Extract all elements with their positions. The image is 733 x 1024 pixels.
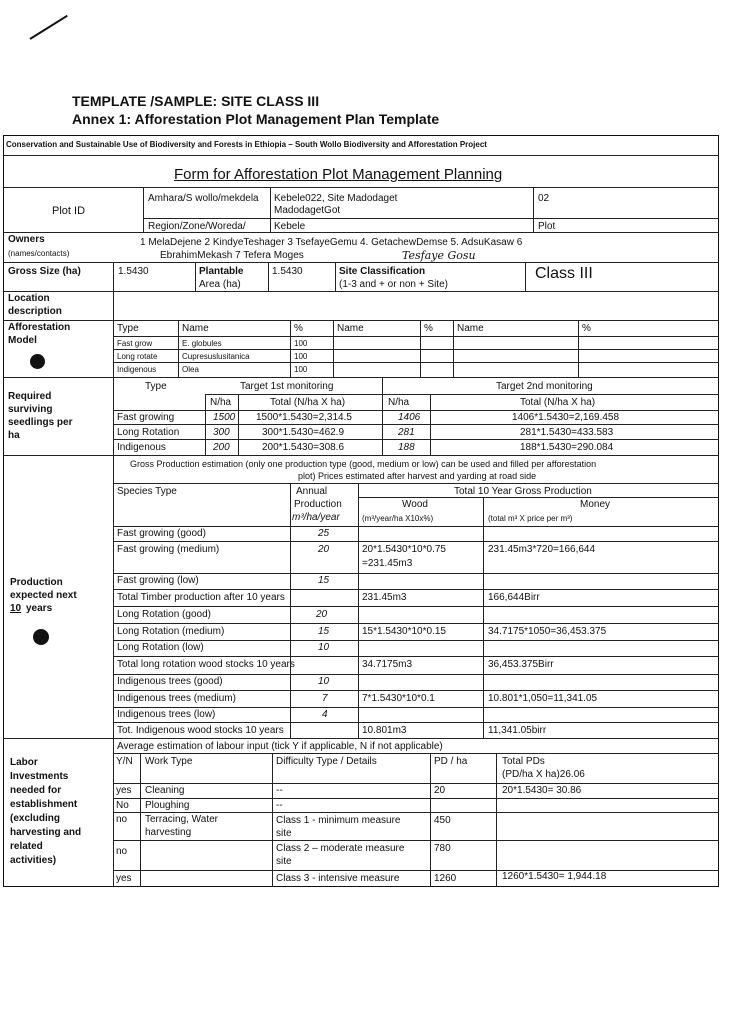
site-classification-sub: (1-3 and + or non + Site) <box>339 279 448 290</box>
plot-id-label: Plot ID <box>52 205 86 217</box>
production-row-annual: 7 <box>322 693 328 704</box>
kebele-value: Kebele022, Site Madodaget <box>274 193 398 204</box>
location-label-line2: description <box>8 306 62 317</box>
production-row-annual: 10 <box>318 676 330 687</box>
labor-label-line8: activities) <box>10 855 57 866</box>
production-row-wood-line2: =231.45m3 <box>362 558 413 569</box>
production-row-wood: 10.801m3 <box>362 725 407 736</box>
seedlings-type-header: Type <box>145 381 167 392</box>
production-note-line2: plot) Prices estimated after harvest and yarding at road side <box>298 471 537 481</box>
region-header: Region/Zone/Woreda/ <box>148 221 246 232</box>
labor-row-pd: 1260 <box>434 873 457 884</box>
seedlings-label-line3: seedlings per <box>8 417 73 428</box>
production-row-annual: 15 <box>318 626 330 637</box>
labor-label-line7: related <box>10 841 43 852</box>
production-row-annual: 20 <box>318 544 330 555</box>
production-row-wood: 15*1.5430*10*0.15 <box>362 626 446 637</box>
labor-row-work-line2: harvesting <box>145 827 192 838</box>
pd-header: PD / ha <box>434 756 468 767</box>
production-row-money: 36,453.375Birr <box>488 659 554 670</box>
production-label-line2: expected next <box>10 590 77 601</box>
model-row-type: Fast grow <box>117 339 153 348</box>
seedling-row-n2: 1406 <box>398 412 421 423</box>
production-row-name: Indigenous trees (medium) <box>117 693 236 704</box>
owners-list-line2: EbrahimMekash 7 Tefera Moges <box>160 250 304 261</box>
project-title: Conservation and Sustainable Use of Biodiversity and Forests in Ethiopia – South Wollo Biodiversity and Afforestation Project <box>6 140 487 149</box>
production-row-money: 34.7175*1050=36,453.375 <box>488 626 607 637</box>
total-pds-header: Total PDs <box>502 756 545 767</box>
seedling-row-t2: 281*1.5430=433.583 <box>520 427 614 438</box>
model-name-header: Name <box>182 323 209 334</box>
money-formula-header: (total m³ X price per m³) <box>488 514 573 523</box>
labor-row-yn: yes <box>116 785 132 796</box>
production-total-row: Total long rotation wood stocks 10 years <box>117 659 295 670</box>
total-header-1: Total (N/ha X ha) <box>270 397 346 408</box>
model-row-name: Olea <box>182 365 199 374</box>
kebele-value-line2: MadodagetGot <box>274 205 341 216</box>
production-row-money: 166,644Birr <box>488 592 540 603</box>
seedling-row-n1: 1500 <box>213 412 236 423</box>
plantable-value: 1.5430 <box>272 266 303 277</box>
work-type-header: Work Type <box>145 756 193 767</box>
production-row-wood: 34.7175m3 <box>362 659 413 670</box>
filled-bullet-mark <box>33 629 49 645</box>
production-label-years-number: 10 <box>10 603 22 614</box>
template-heading: TEMPLATE /SAMPLE: SITE CLASS III <box>72 93 320 109</box>
production-row-annual: 10 <box>318 642 330 653</box>
plantable-label-line2: Area (ha) <box>199 279 241 290</box>
production-row-wood: 20*1.5430*10*0.75 <box>362 544 446 555</box>
seedling-row-t1: 1500*1.5430=2,314.5 <box>256 412 352 423</box>
labor-row-diff: Class 1 - minimum measure <box>276 815 401 826</box>
model-row-type: Indigenous <box>117 365 157 374</box>
model-row-name: Cupresuslusitanica <box>182 352 250 361</box>
seedling-row-n2: 281 <box>398 427 415 438</box>
model-pct-header-3: % <box>582 323 591 334</box>
seedlings-label-line4: ha <box>8 430 20 441</box>
production-row-name: Fast growing (good) <box>117 528 206 539</box>
labor-row-total: 20*1.5430= 30.86 <box>502 785 582 796</box>
model-name-header-3: Name <box>457 323 484 334</box>
production-row-annual: 20 <box>316 609 328 620</box>
labor-row-diff: -- <box>276 800 283 811</box>
production-row-name: Indigenous trees (low) <box>117 709 216 720</box>
form-title: Form for Afforestation Plot Management Planning <box>174 166 503 183</box>
production-row-name: Fast growing (medium) <box>117 544 220 555</box>
production-label-years: years <box>26 603 53 614</box>
annual-production-header: Annual <box>296 486 328 497</box>
labor-row-diff: Class 2 – moderate measure <box>276 843 405 854</box>
model-row-pct: 100 <box>294 365 308 374</box>
annual-production-unit: m³/ha/year <box>292 512 340 523</box>
gross-size-value: 1.5430 <box>118 266 149 277</box>
labor-row-pd: 780 <box>434 843 451 854</box>
labor-row-yn: No <box>116 800 129 811</box>
labor-label-line3: needed for <box>10 785 62 796</box>
labor-row-work: Ploughing <box>145 800 190 811</box>
money-header: Money <box>580 499 611 510</box>
labor-row-total: 1260*1.5430= 1,944.18 <box>502 871 607 882</box>
annex-heading: Annex 1: Afforestation Plot Management Plan Template <box>72 111 440 127</box>
labor-label-line4: establishment <box>10 799 78 810</box>
owners-list: 1 MelaDejene 2 KindyeTeshager 3 TsefayeGemu 4. GetachewDemse 5. AdsuKasaw 6 <box>140 237 523 248</box>
model-name-header-2: Name <box>337 323 364 334</box>
seedling-row-type: Indigenous <box>117 442 166 453</box>
seedling-row-n2: 188 <box>398 442 415 453</box>
nha-header-2: N/ha <box>388 397 410 408</box>
labor-row-work: Cleaning <box>145 785 185 796</box>
labor-row-yn: yes <box>116 873 132 884</box>
production-label: Production <box>10 577 63 588</box>
location-label: Location <box>8 293 50 304</box>
labor-label-line2: Investments <box>10 771 69 782</box>
difficulty-header: Difficulty Type / Details <box>276 756 377 767</box>
seedling-row-n1: 200 <box>213 442 230 453</box>
seedling-row-t1: 300*1.5430=462.9 <box>262 427 345 438</box>
model-row-pct: 100 <box>294 352 308 361</box>
labor-row-pd: 20 <box>434 785 446 796</box>
production-total-row: Total Timber production after 10 years <box>117 592 285 603</box>
labor-label: Labor <box>10 757 38 768</box>
filled-bullet-mark <box>30 354 45 369</box>
model-type-header: Type <box>117 323 139 334</box>
model-label: Afforestation <box>8 322 71 333</box>
production-row-annual: 15 <box>318 575 330 586</box>
production-row-wood: 231.45m3 <box>362 592 407 603</box>
labor-label-line5: (excluding <box>10 813 61 824</box>
wood-header: Wood <box>402 499 428 510</box>
labor-row-yn: no <box>116 846 128 857</box>
production-row-name: Fast growing (low) <box>117 575 199 586</box>
production-total-row: Tot. Indigenous wood stocks 10 years <box>117 725 284 736</box>
production-row-name: Long Rotation (low) <box>117 642 204 653</box>
gross-size-label: Gross Size (ha) <box>8 266 81 277</box>
site-class-value: Class III <box>535 265 593 282</box>
production-note: Gross Production estimation (only one production type (good, medium or low) can be used and filled per afforestation <box>130 459 597 469</box>
owners-label: Owners <box>8 234 45 245</box>
labor-row-yn: no <box>116 814 128 825</box>
seedling-row-n1: 300 <box>213 427 230 438</box>
seedling-row-t1: 200*1.5430=308.6 <box>262 442 345 453</box>
plot-number: 02 <box>538 193 550 204</box>
production-row-money: 11,341.05birr <box>488 725 547 736</box>
labor-row-pd: 450 <box>434 815 451 826</box>
target-1-header: Target 1st monitoring <box>240 381 334 392</box>
site-classification-label: Site Classification <box>339 266 426 277</box>
wood-formula-header: (m³/year/ha X10x%) <box>362 514 434 523</box>
handwritten-owner-name: Tesfaye Gosu <box>402 249 476 262</box>
seedlings-label-line2: surviving <box>8 404 53 415</box>
pen-stroke-mark <box>29 15 67 40</box>
production-row-annual: 25 <box>318 528 330 539</box>
model-row-pct: 100 <box>294 339 308 348</box>
plantable-label: Plantable <box>199 266 244 277</box>
model-pct-header-2: % <box>424 323 433 334</box>
model-row-name: E. globules <box>182 339 222 348</box>
seedling-row-type: Long Rotation <box>117 427 180 438</box>
region-value: Amhara/S wollo/mekdela <box>148 193 259 204</box>
labor-row-work: Terracing, Water <box>145 814 218 825</box>
production-row-name: Long Rotation (good) <box>117 609 211 620</box>
labor-note: Average estimation of labour input (tick Y if applicable, N if not applicable) <box>117 741 443 752</box>
kebele-header: Kebele <box>274 221 306 232</box>
model-pct-header: % <box>294 323 303 334</box>
model-row-type: Long rotate <box>117 352 158 361</box>
labor-row-diff-line2: site <box>276 856 292 867</box>
labor-row-diff: Class 3 - intensive measure <box>276 873 400 884</box>
target-2-header: Target 2nd monitoring <box>496 381 593 392</box>
species-type-header: Species Type <box>117 486 177 497</box>
total-header-2: Total (N/ha X ha) <box>520 397 596 408</box>
production-row-money: 231.45m3*720=166,644 <box>488 544 596 555</box>
production-row-money: 10.801*1,050=11,341.05 <box>488 693 598 704</box>
labor-row-diff-line2: site <box>276 828 292 839</box>
seedlings-label: Required <box>8 391 52 402</box>
total-pds-header-line2: (PD/ha X ha)26.06 <box>502 769 585 780</box>
labor-row-diff: -- <box>276 785 283 796</box>
owners-sublabel: (names/contacts) <box>8 249 70 258</box>
model-label-line2: Model <box>8 335 37 346</box>
production-row-name: Indigenous trees (good) <box>117 676 223 687</box>
production-row-name: Long Rotation (medium) <box>117 626 225 637</box>
annual-production-header-line2: Production <box>294 499 342 510</box>
plot-header: Plot <box>538 221 556 232</box>
yn-header: Y/N <box>116 756 133 767</box>
production-row-wood: 7*1.5430*10*0.1 <box>362 693 435 704</box>
seedling-row-t2: 1406*1.5430=2,169.458 <box>512 412 620 423</box>
nha-header-1: N/ha <box>210 397 232 408</box>
production-row-annual: 4 <box>322 709 328 720</box>
labor-label-line6: harvesting and <box>10 827 82 838</box>
seedling-row-type: Fast growing <box>117 412 175 423</box>
seedling-row-t2: 188*1.5430=290.084 <box>520 442 614 453</box>
gross-production-header: Total 10 Year Gross Production <box>454 486 592 497</box>
